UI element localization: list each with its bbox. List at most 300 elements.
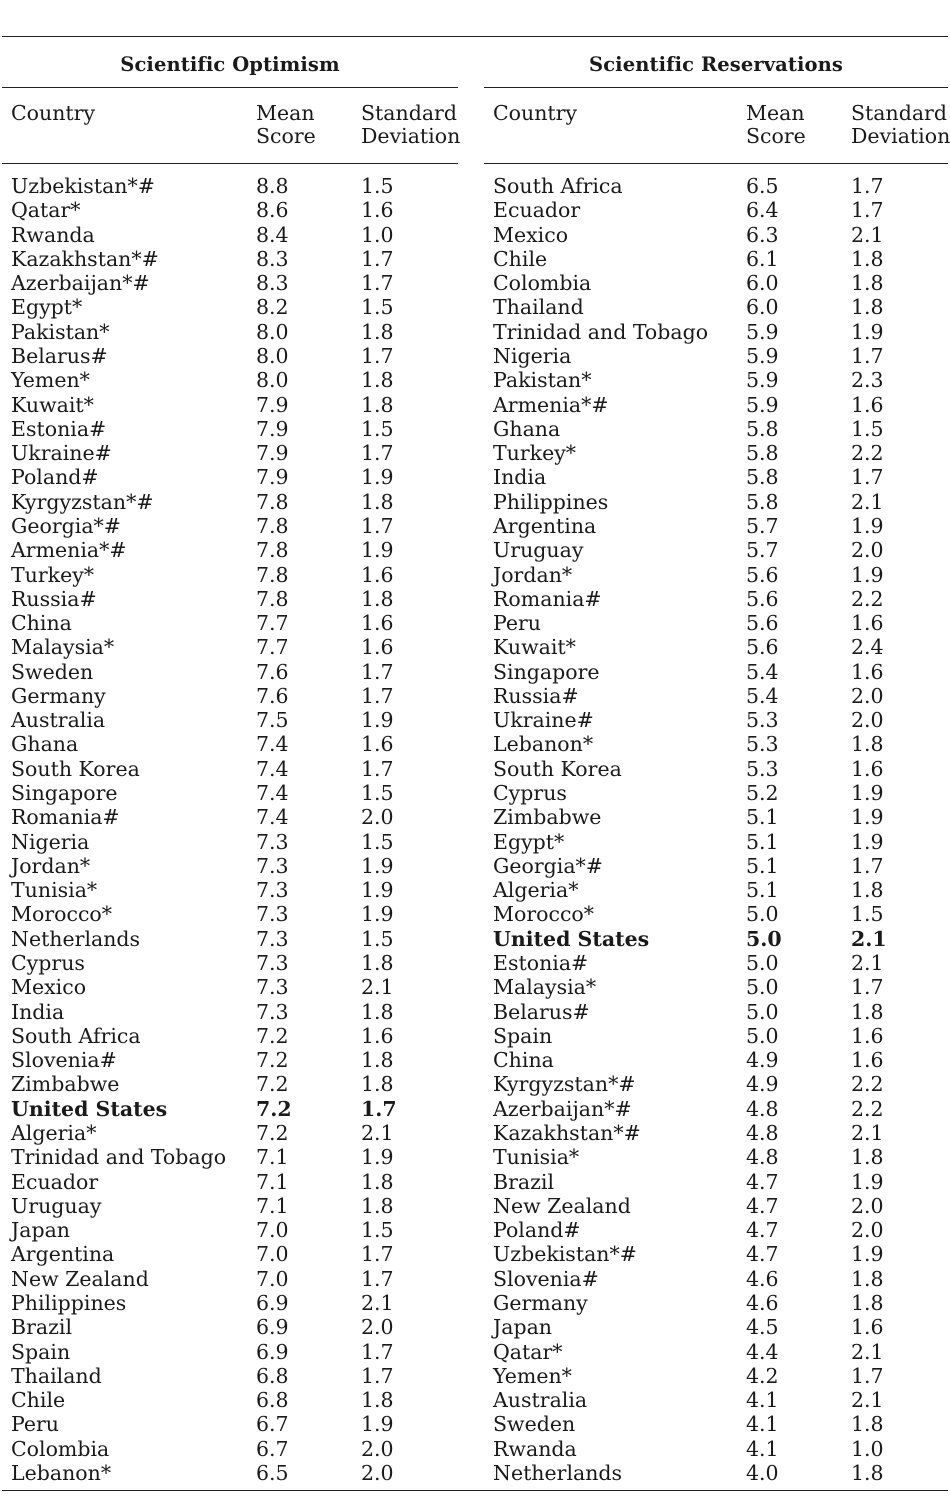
mean-score-cell: 5.0 xyxy=(746,975,779,1000)
standard-deviation-cell: 1.5 xyxy=(361,926,394,951)
standard-deviation-cell: 1.8 xyxy=(361,951,394,975)
standard-deviation-cell: 2.1 xyxy=(851,951,884,975)
table-row xyxy=(2,441,458,465)
country-cell: Chile xyxy=(493,246,548,271)
country-cell: Japan xyxy=(493,1315,552,1340)
standard-deviation-cell: 1.8 xyxy=(851,246,884,271)
table-row xyxy=(2,611,458,635)
table-row xyxy=(484,1170,948,1194)
country-cell: Poland# xyxy=(493,1218,581,1243)
country-cell: Ghana xyxy=(11,732,79,757)
mean-score-cell: 5.0 xyxy=(746,951,779,975)
header-bottom-rule xyxy=(484,163,948,164)
mean-score-cell: 7.4 xyxy=(256,756,289,781)
mean-score-cell: 6.0 xyxy=(746,295,779,320)
standard-deviation-cell: 1.5 xyxy=(361,829,394,854)
table-row xyxy=(2,854,458,878)
country-cell: Lebanon* xyxy=(493,732,594,757)
country-cell: New Zealand xyxy=(493,1193,631,1218)
country-cell: Peru xyxy=(493,611,542,636)
mean-score-cell: 7.8 xyxy=(256,538,289,563)
table-row xyxy=(2,660,458,684)
table-row xyxy=(484,1267,948,1291)
mean-score-cell: 6.7 xyxy=(256,1412,289,1437)
mean-score-cell: 7.2 xyxy=(256,1096,292,1121)
mean-score-cell: 4.7 xyxy=(746,1169,779,1194)
table-row xyxy=(2,951,458,975)
country-cell: Lebanon* xyxy=(11,1460,112,1485)
table-row xyxy=(484,757,948,781)
standard-deviation-cell: 1.0 xyxy=(851,1436,884,1461)
mean-score-cell: 5.0 xyxy=(746,926,782,951)
standard-deviation-cell: 1.8 xyxy=(851,271,884,296)
table-row xyxy=(2,393,458,417)
mean-score-cell: 4.8 xyxy=(746,1120,779,1145)
country-cell: Kyrgyzstan*# xyxy=(11,489,154,514)
mean-score-cell: 7.3 xyxy=(256,926,289,951)
mean-score-cell: 6.5 xyxy=(256,1460,289,1485)
standard-deviation-cell: 1.8 xyxy=(361,586,394,611)
header-top-rule xyxy=(484,87,948,88)
country-cell: South Korea xyxy=(11,756,140,781)
country-cell: Zimbabwe xyxy=(493,805,602,830)
panel-title: Scientific Reservations xyxy=(589,53,843,76)
standard-deviation-cell: 2.0 xyxy=(851,708,884,733)
standard-deviation-cell: 1.5 xyxy=(361,781,394,806)
standard-deviation-cell: 2.0 xyxy=(851,683,884,708)
country-cell: Trinidad and Tobago xyxy=(493,319,709,344)
country-cell: Ecuador xyxy=(493,198,581,223)
header-bottom-rule xyxy=(2,163,458,164)
table-row xyxy=(484,708,948,732)
country-cell: China xyxy=(493,1048,554,1073)
country-cell: Algeria* xyxy=(493,878,579,903)
table-row xyxy=(2,635,458,659)
country-cell: Australia xyxy=(11,708,106,733)
country-cell: Belarus# xyxy=(493,999,590,1024)
standard-deviation-cell: 1.7 xyxy=(361,513,394,538)
standard-deviation-cell: 1.8 xyxy=(361,1388,394,1413)
table-row xyxy=(484,975,948,999)
country-cell: Singapore xyxy=(493,659,600,684)
mean-score-cell: 7.2 xyxy=(256,1072,289,1097)
country-cell: Thailand xyxy=(493,295,584,320)
country-cell: Spain xyxy=(11,1339,71,1364)
country-cell: Uruguay xyxy=(11,1193,102,1218)
table-row xyxy=(2,295,458,319)
country-cell: China xyxy=(11,611,72,636)
country-cell: Pakistan* xyxy=(11,319,110,344)
table-row xyxy=(484,320,948,344)
table-row xyxy=(484,1242,948,1266)
country-cell: Brazil xyxy=(493,1169,554,1194)
mean-score-cell: 7.4 xyxy=(256,781,289,806)
standard-deviation-cell: 2.1 xyxy=(361,1120,394,1145)
country-cell: Sweden xyxy=(11,659,94,684)
country-cell: Tunisia* xyxy=(493,1145,580,1170)
standard-deviation-cell: 1.7 xyxy=(361,1096,397,1121)
country-cell: Azerbaijan*# xyxy=(493,1096,632,1121)
table-row xyxy=(484,854,948,878)
table-row xyxy=(2,1072,458,1096)
standard-deviation-cell: 1.8 xyxy=(361,999,394,1024)
table-row xyxy=(484,902,948,926)
country-cell: Ukraine# xyxy=(11,441,112,466)
standard-deviation-cell: 1.5 xyxy=(361,174,394,198)
standard-deviation-cell: 1.7 xyxy=(361,683,394,708)
country-cell: Argentina xyxy=(11,1242,115,1267)
mean-score-cell: 7.4 xyxy=(256,805,289,830)
table-row xyxy=(484,514,948,538)
table-row xyxy=(484,611,948,635)
mean-score-cell: 5.8 xyxy=(746,441,779,466)
country-cell: Nigeria xyxy=(493,343,572,368)
mean-score-cell: 5.9 xyxy=(746,368,779,393)
table-row xyxy=(2,927,458,951)
table-row xyxy=(2,1291,458,1315)
mean-score-cell: 7.0 xyxy=(256,1266,289,1291)
mean-score-cell: 5.6 xyxy=(746,586,779,611)
table-row xyxy=(2,1388,458,1412)
mean-score-cell: 7.1 xyxy=(256,1145,289,1170)
standard-deviation-cell: 1.6 xyxy=(361,562,394,587)
standard-deviation-cell: 2.0 xyxy=(361,1436,394,1461)
country-cell: Spain xyxy=(493,1023,553,1048)
mean-score-cell: 7.1 xyxy=(256,1169,289,1194)
country-cell: Mexico xyxy=(11,975,87,1000)
mean-score-cell: 4.0 xyxy=(746,1460,779,1485)
mean-score-cell: 7.3 xyxy=(256,829,289,854)
mean-score-cell: 8.2 xyxy=(256,295,289,320)
standard-deviation-cell: 2.1 xyxy=(361,975,394,1000)
country-cell: Rwanda xyxy=(493,1436,577,1461)
reservations-rows xyxy=(484,174,948,1485)
table-row xyxy=(484,441,948,465)
standard-deviation-cell: 1.6 xyxy=(851,1023,884,1048)
mean-score-cell: 7.2 xyxy=(256,1120,289,1145)
country-cell: Ecuador xyxy=(11,1169,99,1194)
table-row xyxy=(2,1121,458,1145)
country-cell: Turkey* xyxy=(493,441,577,466)
country-cell: Malaysia* xyxy=(11,635,115,660)
mean-score-cell: 4.9 xyxy=(746,1072,779,1097)
standard-deviation-cell: 2.0 xyxy=(851,1218,884,1243)
mean-score-cell: 7.3 xyxy=(256,975,289,1000)
country-cell: Jordan* xyxy=(493,562,573,587)
standard-deviation-cell: 2.2 xyxy=(851,586,884,611)
country-cell: Poland# xyxy=(11,465,99,490)
country-cell: Georgia*# xyxy=(11,513,121,538)
standard-deviation-cell: 1.8 xyxy=(361,1048,394,1073)
standard-deviation-cell: 1.7 xyxy=(361,659,394,684)
mean-score-cell: 7.1 xyxy=(256,1193,289,1218)
country-cell: Japan xyxy=(11,1218,70,1243)
table-row xyxy=(484,538,948,562)
table-row xyxy=(2,1194,458,1218)
mean-score-cell: 6.3 xyxy=(746,222,779,247)
standard-deviation-cell: 1.7 xyxy=(361,1242,394,1267)
table-row xyxy=(2,271,458,295)
standard-deviation-cell: 2.1 xyxy=(851,1388,884,1413)
country-cell: Nigeria xyxy=(11,829,90,854)
country-cell: Mexico xyxy=(493,222,569,247)
mean-score-cell: 4.7 xyxy=(746,1242,779,1267)
country-cell: Jordan* xyxy=(11,853,91,878)
mean-score-cell: 5.4 xyxy=(746,683,779,708)
table-row xyxy=(2,174,458,198)
table-row xyxy=(484,1340,948,1364)
standard-deviation-cell: 1.8 xyxy=(851,1290,884,1315)
country-cell: India xyxy=(493,465,547,490)
mean-score-column-header: Mean Score xyxy=(746,101,806,148)
standard-deviation-cell: 1.9 xyxy=(361,708,394,733)
table-row xyxy=(2,1340,458,1364)
standard-deviation-cell: 2.2 xyxy=(851,1096,884,1121)
mean-score-cell: 5.3 xyxy=(746,708,779,733)
mean-score-cell: 4.7 xyxy=(746,1218,779,1243)
country-cell: Armenia*# xyxy=(493,392,609,417)
country-cell: Germany xyxy=(493,1290,588,1315)
table-row xyxy=(2,732,458,756)
table-row xyxy=(484,878,948,902)
mean-score-column-header: Mean Score xyxy=(256,101,316,148)
mean-score-cell: 6.7 xyxy=(256,1436,289,1461)
table-row xyxy=(2,344,458,368)
standard-deviation-cell: 1.9 xyxy=(851,1169,884,1194)
table-row xyxy=(484,927,948,951)
mean-score-cell: 7.8 xyxy=(256,586,289,611)
table-row xyxy=(484,174,948,198)
standard-deviation-cell: 2.1 xyxy=(851,222,884,247)
standard-deviation-cell: 1.6 xyxy=(361,635,394,660)
country-cell: Colombia xyxy=(11,1436,110,1461)
country-cell: Netherlands xyxy=(493,1460,623,1485)
panel-title: Scientific Optimism xyxy=(120,53,340,76)
mean-score-cell: 7.3 xyxy=(256,999,289,1024)
standard-deviation-cell: 1.5 xyxy=(361,1218,394,1243)
mean-score-cell: 7.9 xyxy=(256,465,289,490)
country-cell: Zimbabwe xyxy=(11,1072,120,1097)
table-row xyxy=(484,660,948,684)
standard-deviation-cell: 1.9 xyxy=(851,513,884,538)
standard-deviation-cell: 1.8 xyxy=(851,295,884,320)
mean-score-cell: 6.1 xyxy=(746,246,779,271)
table-row xyxy=(484,417,948,441)
mean-score-cell: 5.0 xyxy=(746,1023,779,1048)
mean-score-cell: 8.0 xyxy=(256,368,289,393)
standard-deviation-cell: 1.7 xyxy=(361,343,394,368)
mean-score-cell: 7.3 xyxy=(256,902,289,927)
country-cell: Kazakhstan*# xyxy=(493,1120,641,1145)
table-row xyxy=(2,1315,458,1339)
standard-deviation-cell: 1.6 xyxy=(361,732,394,757)
mean-score-cell: 7.8 xyxy=(256,489,289,514)
country-cell: Cyprus xyxy=(11,951,85,975)
table-row xyxy=(2,247,458,271)
country-cell: Qatar* xyxy=(493,1339,563,1364)
table-row xyxy=(484,1218,948,1242)
standard-deviation-cell: 1.7 xyxy=(851,343,884,368)
standard-deviation-cell: 1.7 xyxy=(361,1266,394,1291)
table-row xyxy=(484,1437,948,1461)
mean-score-cell: 5.8 xyxy=(746,416,779,441)
mean-score-cell: 6.9 xyxy=(256,1315,289,1340)
mean-score-cell: 4.8 xyxy=(746,1096,779,1121)
standard-deviation-cell: 2.0 xyxy=(361,1315,394,1340)
country-cell: Morocco* xyxy=(493,902,595,927)
mean-score-cell: 4.5 xyxy=(746,1315,779,1340)
table-row xyxy=(2,587,458,611)
standard-deviation-cell: 1.9 xyxy=(361,538,394,563)
table-row xyxy=(484,344,948,368)
country-cell: Uzbekistan*# xyxy=(11,174,155,198)
country-cell: Sweden xyxy=(493,1412,576,1437)
table-row xyxy=(484,247,948,271)
mean-score-cell: 6.8 xyxy=(256,1363,289,1388)
table-row xyxy=(484,1412,948,1436)
mean-score-cell: 7.9 xyxy=(256,416,289,441)
standard-deviation-cell: 2.0 xyxy=(361,1460,394,1485)
standard-deviation-cell: 1.7 xyxy=(851,975,884,1000)
mean-score-cell: 4.1 xyxy=(746,1436,779,1461)
standard-deviation-cell: 1.8 xyxy=(361,1072,394,1097)
table-row xyxy=(484,1097,948,1121)
mean-score-cell: 5.9 xyxy=(746,319,779,344)
country-cell: Argentina xyxy=(493,513,597,538)
standard-deviation-cell: 1.9 xyxy=(361,465,394,490)
country-cell: South Korea xyxy=(493,756,622,781)
optimism-rows xyxy=(2,174,458,1485)
mean-score-cell: 5.1 xyxy=(746,805,779,830)
mean-score-cell: 6.9 xyxy=(256,1339,289,1364)
mean-score-cell: 5.1 xyxy=(746,829,779,854)
country-cell: Peru xyxy=(11,1412,60,1437)
mean-score-cell: 8.3 xyxy=(256,271,289,296)
standard-deviation-cell: 1.6 xyxy=(361,198,394,223)
country-cell: Philippines xyxy=(11,1290,127,1315)
country-cell: South Africa xyxy=(493,174,623,198)
country-cell: Russia# xyxy=(11,586,97,611)
standard-deviation-cell: 1.6 xyxy=(851,392,884,417)
table-row xyxy=(2,781,458,805)
table-row xyxy=(2,223,458,247)
country-cell: Slovenia# xyxy=(493,1266,599,1291)
table-row xyxy=(484,295,948,319)
table-row xyxy=(484,1000,948,1024)
country-cell: Georgia*# xyxy=(493,853,603,878)
standard-deviation-cell: 1.9 xyxy=(361,1412,394,1437)
mean-score-cell: 8.0 xyxy=(256,343,289,368)
table-row xyxy=(2,878,458,902)
country-cell: Romania# xyxy=(11,805,120,830)
standard-deviation-cell: 1.8 xyxy=(361,1169,394,1194)
table-row xyxy=(484,271,948,295)
country-cell: Slovenia# xyxy=(11,1048,117,1073)
country-cell: Estonia# xyxy=(493,951,589,975)
table-row xyxy=(2,538,458,562)
table-row xyxy=(2,1145,458,1169)
country-cell: Romania# xyxy=(493,586,602,611)
mean-score-cell: 7.7 xyxy=(256,611,289,636)
country-cell: Belarus# xyxy=(11,343,108,368)
mean-score-cell: 5.6 xyxy=(746,562,779,587)
standard-deviation-cell: 1.7 xyxy=(851,174,884,198)
standard-deviation-cell: 1.5 xyxy=(851,416,884,441)
country-cell: Thailand xyxy=(11,1363,102,1388)
country-cell: Turkey* xyxy=(11,562,95,587)
table-row xyxy=(484,465,948,489)
mean-score-cell: 7.7 xyxy=(256,635,289,660)
mean-score-cell: 8.3 xyxy=(256,246,289,271)
standard-deviation-cell: 1.8 xyxy=(361,489,394,514)
table-bottom-rule xyxy=(2,1490,948,1491)
country-cell: United States xyxy=(493,926,650,951)
table-row xyxy=(484,951,948,975)
mean-score-cell: 4.7 xyxy=(746,1193,779,1218)
mean-score-cell: 5.8 xyxy=(746,465,779,490)
table-row xyxy=(2,1242,458,1266)
table-row xyxy=(2,1000,458,1024)
table-row xyxy=(484,1145,948,1169)
table-row xyxy=(484,563,948,587)
standard-deviation-cell: 1.5 xyxy=(851,902,884,927)
standard-deviation-cell: 1.7 xyxy=(851,853,884,878)
standard-deviation-cell: 1.6 xyxy=(361,611,394,636)
table-row xyxy=(484,1364,948,1388)
standard-deviation-column-header: Standard Deviation xyxy=(851,101,950,148)
table-row xyxy=(484,1072,948,1096)
standard-deviation-cell: 2.1 xyxy=(851,926,887,951)
table-row xyxy=(484,1121,948,1145)
standard-deviation-cell: 1.9 xyxy=(851,319,884,344)
standard-deviation-cell: 1.8 xyxy=(851,1412,884,1437)
standard-deviation-cell: 1.9 xyxy=(361,902,394,927)
mean-score-cell: 8.0 xyxy=(256,319,289,344)
table-row xyxy=(2,320,458,344)
mean-score-cell: 5.7 xyxy=(746,513,779,538)
table-row xyxy=(484,732,948,756)
mean-score-cell: 4.4 xyxy=(746,1339,779,1364)
mean-score-cell: 7.3 xyxy=(256,878,289,903)
mean-score-cell: 5.7 xyxy=(746,538,779,563)
standard-deviation-cell: 1.7 xyxy=(361,756,394,781)
country-cell: Qatar* xyxy=(11,198,81,223)
country-cell: Egypt* xyxy=(493,829,565,854)
standard-deviation-cell: 1.8 xyxy=(361,319,394,344)
standard-deviation-cell: 1.9 xyxy=(851,829,884,854)
country-column-header: Country xyxy=(11,101,96,125)
table-row xyxy=(484,1048,948,1072)
mean-score-cell: 5.0 xyxy=(746,999,779,1024)
standard-deviation-cell: 2.1 xyxy=(851,1339,884,1364)
standard-deviation-cell: 1.9 xyxy=(851,805,884,830)
country-cell: Russia# xyxy=(493,683,579,708)
country-cell: Ghana xyxy=(493,416,561,441)
country-cell: Armenia*# xyxy=(11,538,127,563)
country-cell: Estonia# xyxy=(11,416,107,441)
table-row xyxy=(2,490,458,514)
table-row xyxy=(2,465,458,489)
country-cell: New Zealand xyxy=(11,1266,149,1291)
standard-deviation-cell: 1.7 xyxy=(361,271,394,296)
mean-score-cell: 8.8 xyxy=(256,174,289,198)
mean-score-cell: 7.5 xyxy=(256,708,289,733)
country-cell: Kazakhstan*# xyxy=(11,246,159,271)
standard-deviation-cell: 2.1 xyxy=(851,1120,884,1145)
country-cell: Yemen* xyxy=(493,1363,572,1388)
country-cell: Egypt* xyxy=(11,295,83,320)
mean-score-cell: 7.0 xyxy=(256,1218,289,1243)
